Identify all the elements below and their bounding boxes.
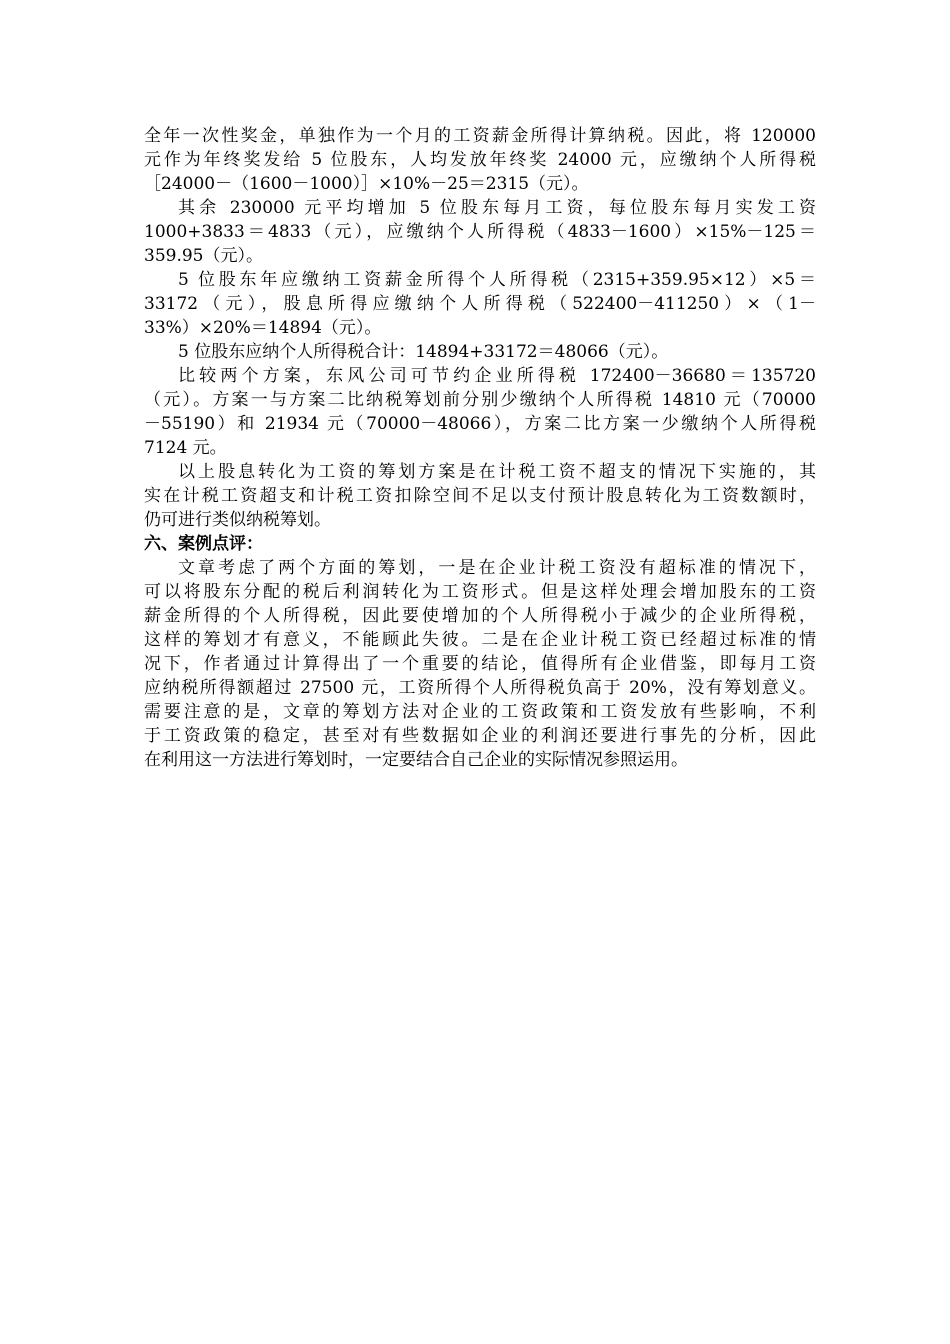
text-line: 应纳税所得额超过 27500 元，工资所得个人所得税负高于 20%，没有筹划意义。 xyxy=(144,678,816,698)
text-line: 359.95（元）。 xyxy=(144,246,263,266)
text-line: 比较两个方案，东风公司可节约企业所得税 172400－36680＝135720 xyxy=(178,366,816,386)
document-body xyxy=(144,124,816,772)
text-line: （元）。方案一与方案二比纳税筹划前分别少缴纳个人所得税 14810 元（70000 xyxy=(144,390,816,410)
text-line: 仍可进行类似纳税筹划。 xyxy=(144,510,331,530)
text-line: 这样的筹划才有意义，不能顾此失彼。二是在企业计税工资已经超过标准的情 xyxy=(144,630,816,650)
text-line: 元作为年终奖发给 5 位股东，人均发放年终奖 24000 元，应缴纳个人所得税 xyxy=(144,150,816,170)
text-line: 33%）×20%＝14894（元）。 xyxy=(144,318,382,338)
text-line: 全年一次性奖金，单独作为一个月的工资薪金所得计算纳税。因此，将 120000 xyxy=(144,126,816,146)
text-line: 实在计税工资超支和计税工资扣除空间不足以支付预计股息转化为工资数额时， xyxy=(144,486,816,506)
text-line: 于工资政策的稳定，甚至对有些数据如企业的利润还要进行事先的分析，因此 xyxy=(144,726,816,746)
text-line: 薪金所得的个人所得税，因此要使增加的个人所得税小于减少的企业所得税， xyxy=(144,606,816,626)
text-line: 需要注意的是，文章的筹划方法对企业的工资政策和工资发放有些影响，不利 xyxy=(144,702,816,722)
text-line: 33172（元），股息所得应缴纳个人所得税（522400－411250）×（1－ xyxy=(144,294,816,314)
text-line: 况下，作者通过计算得出了一个重要的结论，值得所有企业借鉴，即每月工资 xyxy=(144,654,816,674)
section-heading: 六、案例点评： xyxy=(144,534,263,554)
text-line: 7124 元。 xyxy=(144,438,227,458)
text-line: 文章考虑了两个方面的筹划，一是在企业计税工资没有超标准的情况下， xyxy=(178,558,816,578)
text-line: ［24000－（1600－1000）］×10%－25＝2315（元）。 xyxy=(144,174,589,194)
text-line: 5 位股东应纳个人所得税合计：14894+33172＝48066（元）。 xyxy=(178,342,669,362)
text-line: －55190）和 21934 元（70000－48066），方案二比方案一少缴纳个人所得税 xyxy=(144,414,816,434)
text-line: 1000+3833＝4833（元），应缴纳个人所得税（4833－1600）×15%－125＝ xyxy=(144,222,816,242)
text-line: 其余 230000 元平均增加 5 位股东每月工资，每位股东每月实发工资 xyxy=(178,198,816,218)
text-line: 在利用这一方法进行筹划时，一定要结合自己企业的实际情况参照运用。 xyxy=(144,750,688,770)
text-line: 5 位股东年应缴纳工资薪金所得个人所得税（2315+359.95×12）×5＝ xyxy=(178,270,816,290)
text-line: 以上股息转化为工资的筹划方案是在计税工资不超支的情况下实施的，其 xyxy=(178,462,816,482)
text-line: 可以将股东分配的税后利润转化为工资形式。但是这样处理会增加股东的工资 xyxy=(144,582,816,602)
